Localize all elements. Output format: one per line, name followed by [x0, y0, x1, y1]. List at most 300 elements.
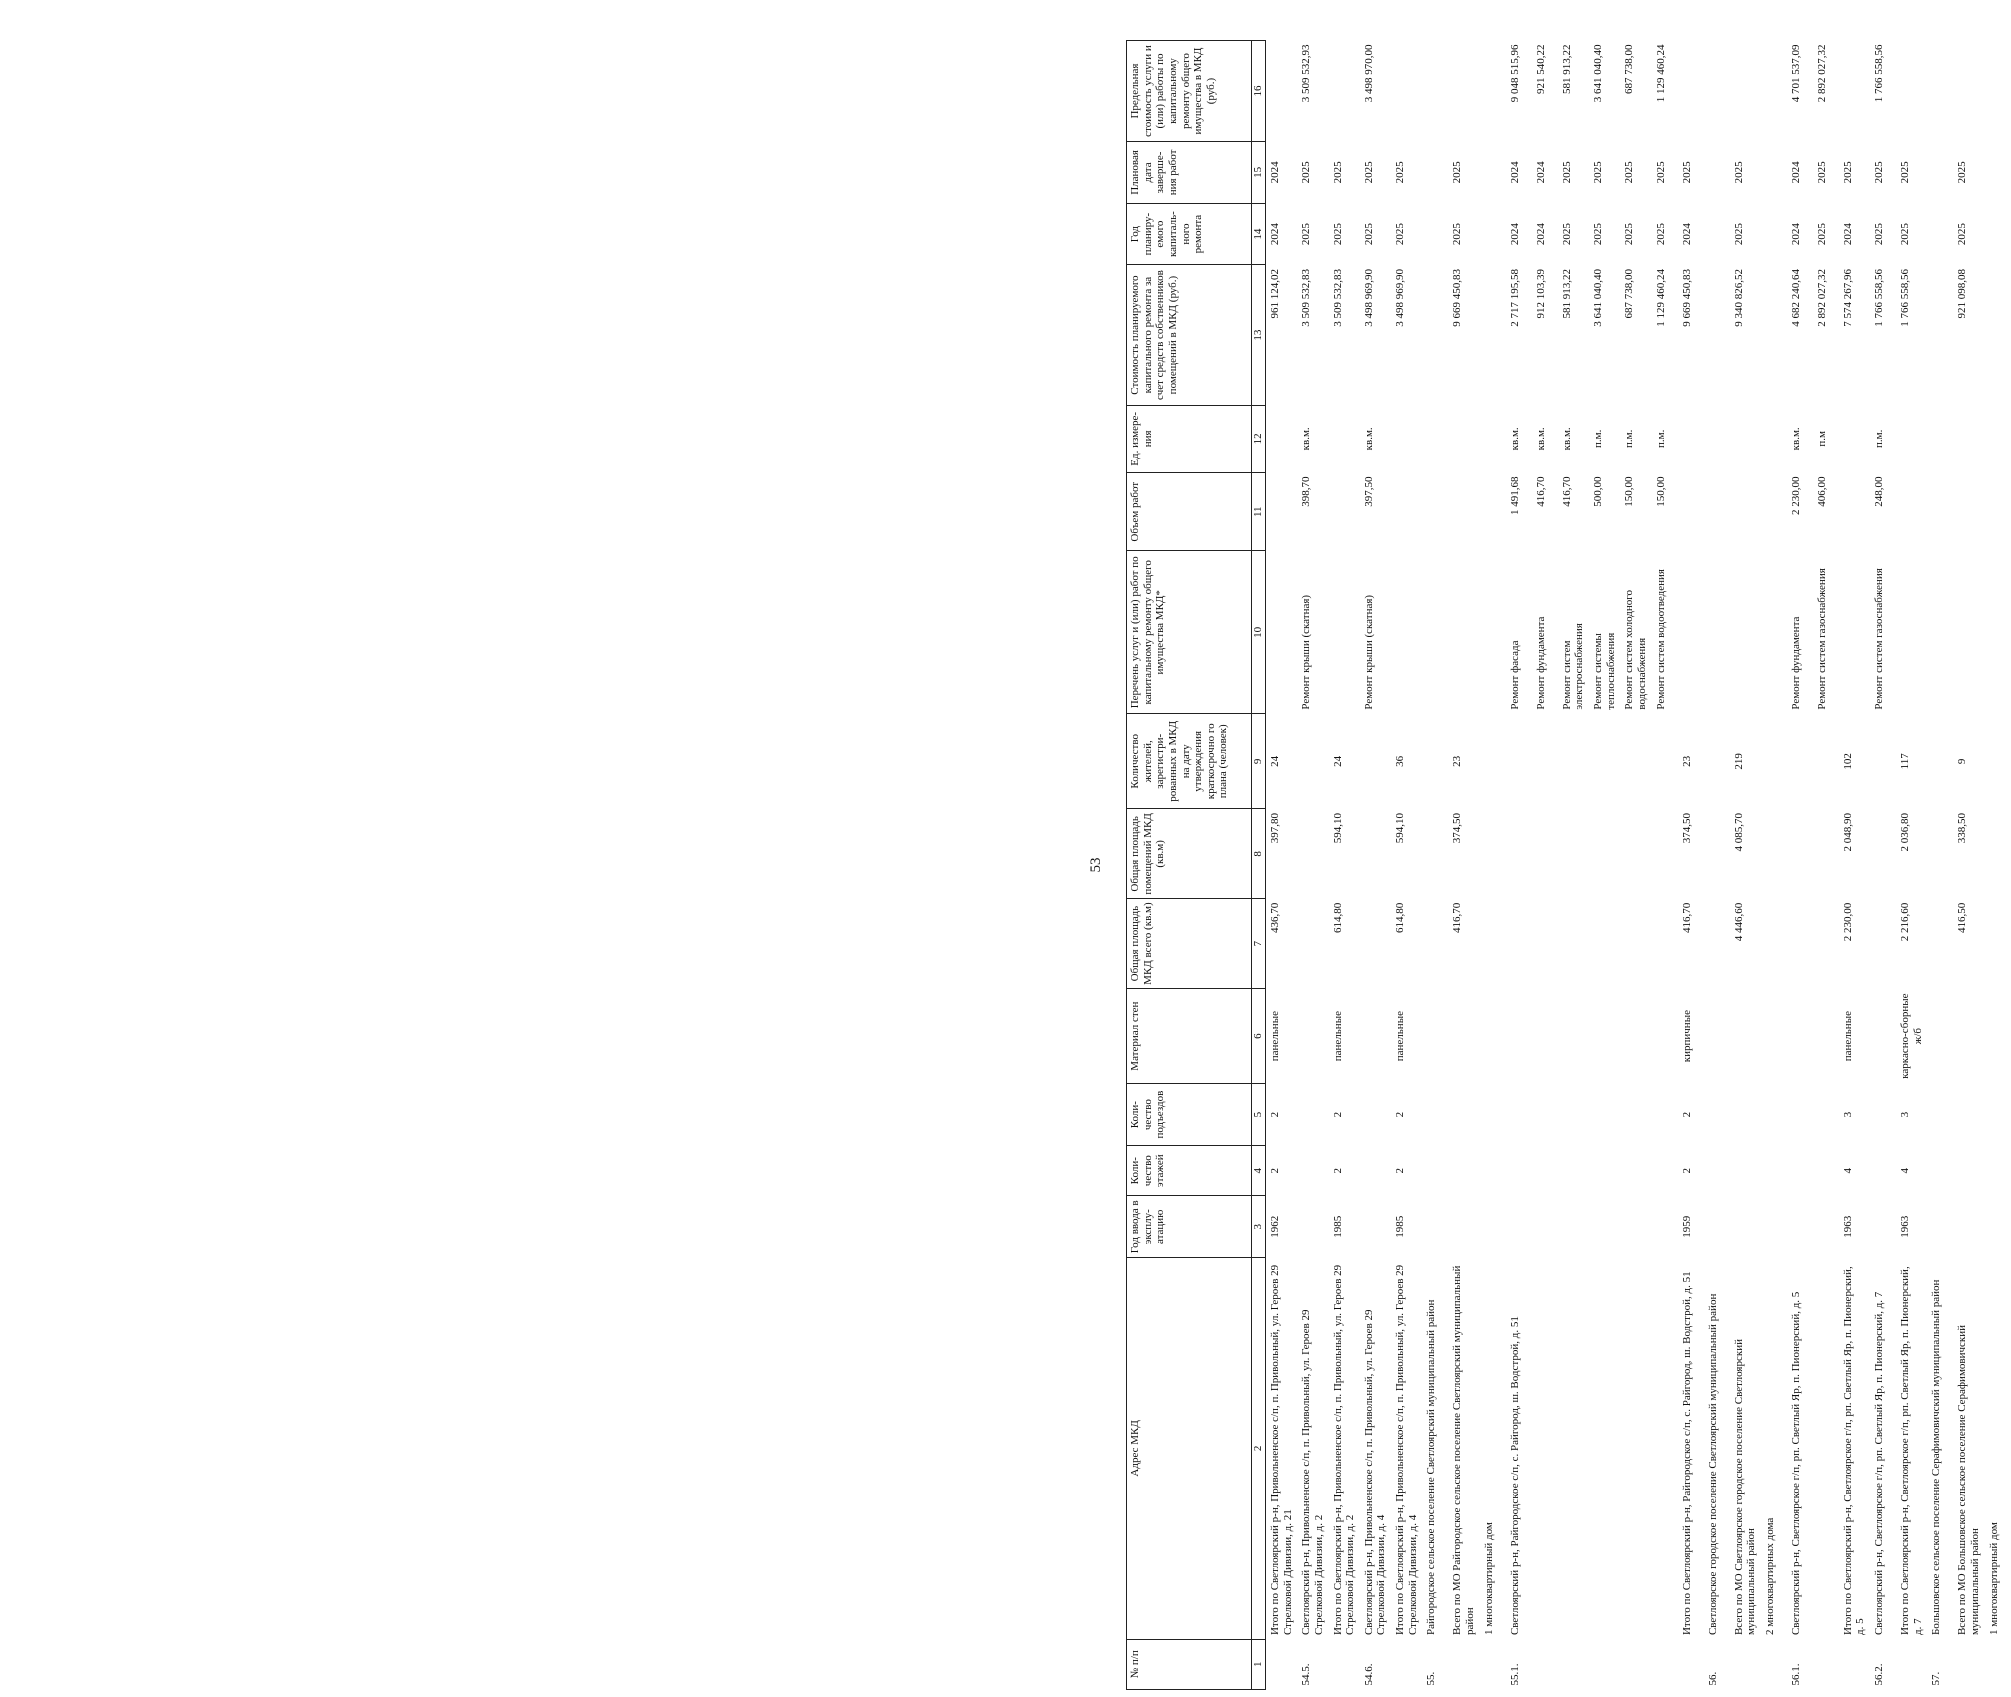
table-cell: 55. [1425, 1671, 1438, 1686]
table-cell [1787, 1084, 1813, 1146]
table-cell [1839, 472, 1870, 551]
table-cell: 1985 [1394, 1215, 1407, 1238]
table-cell [1953, 1145, 1984, 1195]
table-cell: 2025 [1654, 223, 1667, 246]
table-cell [1422, 714, 1448, 809]
table-cell: 117 [1899, 753, 1912, 770]
table-cell: 2025 [1956, 161, 1969, 184]
table-cell [1360, 714, 1391, 809]
table-cell: 36 [1394, 755, 1407, 767]
table-cell: 2024 [1269, 223, 1281, 246]
table-cell [1620, 1639, 1651, 1689]
table-cell: Ремонт крыши (скатная) [1300, 594, 1313, 710]
table-cell: 2025 [1394, 223, 1407, 246]
table-cell: 594,10 [1331, 812, 1344, 844]
table-cell: кв.м. [1534, 427, 1547, 451]
table-cell [1761, 1145, 1787, 1195]
table-cell: Ремонт систем водоотведения [1654, 569, 1667, 710]
table-cell [1266, 472, 1298, 551]
column-number: 10 [1252, 551, 1266, 714]
table-cell: панельные [1841, 1011, 1854, 1062]
column-number: 14 [1252, 203, 1266, 265]
table-cell: Итого по Светлоярский р-н, Светлоярское г/п, рп. Светлый Яр, п. Пионерский, д. 7 [1899, 1266, 1924, 1636]
table-cell [1532, 899, 1558, 989]
column-header: Год ввода в эксплу-атацию [1127, 1196, 1252, 1258]
table-row [1448, 41, 1479, 1690]
table-body [1266, 41, 2011, 1690]
table-cell [1953, 1639, 1984, 1689]
table-cell [1532, 1639, 1558, 1689]
table-cell [1391, 41, 1422, 142]
table-cell: 2 [1394, 1167, 1407, 1174]
table-cell [1870, 1145, 1896, 1195]
table-cell: 2 многоквартирных дома [1763, 1517, 1776, 1636]
table-cell [1761, 142, 1787, 204]
table-cell: 374,50 [1451, 812, 1464, 844]
table-cell: п.м. [1654, 429, 1667, 448]
table-cell [1870, 714, 1896, 809]
table-cell: 2025 [1815, 223, 1828, 246]
table-cell [1589, 1084, 1620, 1146]
table-cell: 581 913,22 [1560, 44, 1573, 94]
table-cell: 2 [1269, 1111, 1281, 1118]
table-cell: 614,80 [1394, 902, 1407, 933]
table-cell: Светлоярский р-н, Светлоярское г/п, рп. Светлый Яр, п. Пионерский, д. 5 [1789, 1291, 1802, 1636]
table-cell [1652, 988, 1678, 1083]
column-number: 4 [1252, 1145, 1266, 1195]
table-cell [1813, 1258, 1839, 1639]
table-cell [1927, 809, 1953, 899]
table-cell: 338,50 [1956, 812, 1969, 844]
table-cell [1985, 1639, 2011, 1689]
table-cell [1360, 899, 1391, 989]
table-cell: 150,00 [1623, 476, 1636, 507]
table-cell: 9 340 826,52 [1732, 268, 1745, 327]
table-cell: 55.1. [1508, 1663, 1521, 1686]
table-cell [1448, 41, 1479, 142]
table-cell: 2024 [1269, 161, 1281, 184]
table-cell [1704, 551, 1730, 714]
table-cell [1730, 405, 1761, 472]
table-cell [1480, 142, 1506, 204]
table-cell [1506, 714, 1532, 809]
table-cell [1953, 988, 1984, 1083]
table-cell: каркасно-сборные ж/б [1899, 993, 1924, 1079]
table-cell [1480, 405, 1506, 472]
table-cell: 3 641 040,40 [1591, 268, 1604, 327]
table-cell [1589, 1145, 1620, 1195]
table-cell: 4 701 537,09 [1789, 44, 1802, 103]
table-cell [1480, 714, 1506, 809]
column-number: 1 [1252, 1639, 1266, 1689]
table-cell [1787, 988, 1813, 1083]
table-cell: 2025 [1331, 223, 1344, 246]
table-cell: 436,70 [1269, 902, 1281, 933]
table-cell: 2024 [1680, 223, 1693, 246]
table-cell [1927, 1145, 1953, 1195]
column-number: 11 [1252, 472, 1266, 551]
table-cell: 2025 [1394, 161, 1407, 184]
table-cell [1787, 809, 1813, 899]
table-cell [1480, 203, 1506, 265]
table-cell: 2025 [1732, 161, 1745, 184]
table-cell: 912 103,39 [1534, 268, 1547, 319]
column-number: 9 [1252, 714, 1266, 809]
table-cell: 9 669 450,83 [1680, 268, 1693, 327]
table-cell [1652, 1145, 1678, 1195]
table-cell [1652, 809, 1678, 899]
table-cell [1985, 405, 2011, 472]
table-cell: Светлоярский р-н, Светлоярское г/п, рп. Светлый Яр, п. Пионерский, д. 7 [1873, 1291, 1886, 1636]
table-cell [1813, 1145, 1839, 1195]
table-cell: 2025 [1841, 161, 1854, 184]
table-cell: 1962 [1269, 1215, 1281, 1238]
table-cell [1558, 809, 1589, 899]
table-cell: 2 [1269, 1167, 1281, 1174]
table-cell [1927, 714, 1953, 809]
table-cell: 416,70 [1680, 902, 1693, 933]
table-cell [1448, 405, 1479, 472]
table-cell [1506, 988, 1532, 1083]
table-cell: 2 [1394, 1111, 1407, 1118]
column-header: Стоимость планируемого капитального ремонта за счет средств собственников помещений в МКД (руб.) [1127, 265, 1252, 405]
table-cell [1761, 899, 1787, 989]
table-cell [1266, 41, 1298, 142]
table-cell: 1 многоквартирный дом [1987, 1522, 2000, 1636]
table-cell [1620, 809, 1651, 899]
table-cell: 1 766 558,56 [1873, 268, 1886, 327]
table-cell [1896, 551, 1927, 714]
table-row [1506, 41, 1532, 1690]
table-cell [1704, 265, 1730, 405]
table-cell: 9 669 450,83 [1451, 268, 1464, 327]
table-cell [1813, 809, 1839, 899]
table-cell [1480, 988, 1506, 1083]
table-cell: 1963 [1841, 1215, 1854, 1238]
table-cell: п.м. [1873, 429, 1886, 448]
table-cell: Итого по Светлоярский р-н, Райгородское с/п, с. Райгород, ш. Водстрой, д. 51 [1680, 1271, 1693, 1636]
table-cell [1761, 41, 1787, 142]
table-cell [1532, 988, 1558, 1083]
table-cell [1704, 142, 1730, 204]
table-cell [1839, 1639, 1870, 1689]
table-row [1870, 41, 1896, 1690]
table-cell [1480, 551, 1506, 714]
table-cell [1422, 899, 1448, 989]
table-cell [1329, 551, 1360, 714]
table-cell [1589, 899, 1620, 989]
table-row [1620, 41, 1651, 1690]
table-cell [1927, 551, 1953, 714]
table-cell: 2025 [1732, 223, 1745, 246]
table-cell [1704, 203, 1730, 265]
table-cell [1927, 899, 1953, 989]
table-cell [1422, 551, 1448, 714]
table-cell: Ремонт фундамента [1789, 616, 1802, 710]
table-cell: 2025 [1362, 161, 1375, 184]
table-cell: Ремонт фасада [1508, 640, 1521, 710]
table-cell [1506, 899, 1532, 989]
table-cell: 1 766 558,56 [1899, 268, 1912, 327]
table-cell: Ремонт системы теплоснабжения [1591, 632, 1617, 710]
table-cell: 2024 [1534, 223, 1547, 246]
table-cell [1391, 1639, 1422, 1689]
table-cell [1558, 714, 1589, 809]
table-cell [1360, 1084, 1391, 1146]
table-row [1652, 41, 1678, 1690]
table-cell [1985, 988, 2011, 1083]
table-cell [1422, 988, 1448, 1083]
table-cell: 2025 [1654, 161, 1667, 184]
table-cell [1678, 41, 1704, 142]
table-cell [1730, 1084, 1761, 1146]
table-cell: 581 913,22 [1560, 268, 1573, 319]
column-header: Перечень услуг и (или) работ по капитальному ремонту общего имущества МКД* [1127, 551, 1252, 714]
table-cell: Светлоярский р-н, Райгородское с/п, с. Райгород, ш. Водстрой, д. 51 [1508, 1316, 1521, 1636]
table-cell: 2025 [1873, 161, 1886, 184]
table-cell: 2024 [1508, 161, 1521, 184]
table-cell [1589, 1196, 1620, 1258]
table-cell [1329, 405, 1360, 472]
table-cell [1927, 203, 1953, 265]
table-cell: 9 048 515,96 [1508, 44, 1521, 103]
table-cell: 57. [1930, 1671, 1943, 1686]
table-cell: 2025 [1331, 161, 1344, 184]
table-cell: 4 682 240,64 [1789, 268, 1802, 327]
column-header: Общая площадь помещений МКД (кв.м) [1127, 809, 1252, 899]
table-cell: 2024 [1508, 223, 1521, 246]
table-cell: Ремонт систем газоснабжения [1873, 568, 1886, 710]
table-cell: Светлоярский р-н, Привольненское с/п, п. Привольный, ул. Героев 29 Стрелковой Дивизии, д. 4 [1362, 1309, 1388, 1636]
table-cell [1480, 1639, 1506, 1689]
table-cell: 961 124,02 [1269, 268, 1281, 319]
table-cell: Ремонт систем электроснабжения [1560, 623, 1586, 710]
table-cell: 2 [1680, 1111, 1693, 1118]
table-cell [1985, 1145, 2011, 1195]
column-number: 12 [1252, 405, 1266, 472]
table-cell [1266, 551, 1298, 714]
table-cell [1422, 142, 1448, 204]
table-cell [1896, 41, 1927, 142]
table-cell: 2025 [1451, 161, 1464, 184]
table-cell [1678, 1639, 1704, 1689]
table-cell: панельные [1269, 1011, 1281, 1062]
table-cell [1813, 1196, 1839, 1258]
column-number: 2 [1252, 1258, 1266, 1639]
table-cell [1704, 405, 1730, 472]
table-cell: 2025 [1623, 161, 1636, 184]
table-cell: Всего по МО Светлоярское городское поселение Светлоярский муниципальный район [1732, 1339, 1758, 1636]
column-header: Адрес МКД [1127, 1258, 1252, 1639]
table-cell [1360, 988, 1391, 1083]
table-row [1813, 41, 1839, 1690]
table-cell [1704, 988, 1730, 1083]
table-cell: кв.м. [1300, 427, 1313, 451]
table-cell [1558, 1084, 1589, 1146]
table-cell: 2025 [1451, 223, 1464, 246]
table-cell: 921 098,08 [1956, 268, 1969, 319]
table-cell: панельные [1331, 1011, 1344, 1062]
table-cell [1927, 265, 1953, 405]
table-cell: Итого по Светлоярский р-н, Привольненское с/п, п. Привольный, ул. Героев 29 Стрелковой Дивизии, д. 21 [1269, 1264, 1294, 1636]
table-cell: кв.м. [1508, 427, 1521, 451]
table-row [1266, 41, 1298, 1690]
table-cell: 4 [1841, 1167, 1854, 1174]
table-cell: 2 892 027,32 [1815, 268, 1828, 327]
table-cell [1422, 203, 1448, 265]
table-cell: 54.5. [1300, 1663, 1313, 1686]
table-cell: 3 641 040,40 [1591, 44, 1604, 103]
column-number: 15 [1252, 142, 1266, 204]
table-cell [1927, 472, 1953, 551]
table-cell: 2024 [1789, 161, 1802, 184]
table-cell: 2025 [1873, 223, 1886, 246]
table-cell [1761, 265, 1787, 405]
column-header: Количество жителей, зарегистри-рованных в МКД на дату утверждения краткосрочно го плана (человек) [1127, 714, 1252, 809]
table-row [1985, 41, 2011, 1690]
table-cell: 7 574 267,96 [1841, 268, 1854, 327]
column-header: Объем работ [1127, 472, 1252, 551]
table-cell [1480, 265, 1506, 405]
table-cell [1787, 1145, 1813, 1195]
table-cell: 219 [1732, 753, 1745, 770]
table-cell [1506, 1084, 1532, 1146]
table-cell [1761, 472, 1787, 551]
table-cell [1360, 1145, 1391, 1195]
table-cell [1985, 551, 2011, 714]
table-cell: 2 230,00 [1789, 476, 1802, 515]
table-row [1704, 41, 1730, 1690]
table-cell: п.м. [1623, 429, 1636, 448]
table-cell: 416,70 [1451, 902, 1464, 933]
table-cell: 500,00 [1591, 476, 1604, 507]
table-cell [1448, 988, 1479, 1083]
table-row [1839, 41, 1870, 1690]
table-cell [1985, 41, 2011, 142]
table-cell: кв.м. [1362, 427, 1375, 451]
table-cell [1704, 714, 1730, 809]
table-cell: 1 129 460,24 [1654, 268, 1667, 327]
table-cell [1652, 1084, 1678, 1146]
table-cell: 416,70 [1560, 476, 1573, 507]
table-cell [1558, 1196, 1589, 1258]
table-cell [1927, 1084, 1953, 1146]
table-cell: Большовское сельское поселение Серафимовичский муниципальный район [1930, 1279, 1943, 1636]
table-cell [1532, 1084, 1558, 1146]
table-cell [1813, 899, 1839, 989]
table-cell [1953, 1196, 1984, 1258]
table-cell: 2 717 195,58 [1508, 268, 1521, 327]
table-row [1532, 41, 1558, 1690]
table-cell [1704, 1084, 1730, 1146]
table-cell: 594,10 [1394, 812, 1407, 844]
table-cell: 56.1. [1789, 1663, 1802, 1686]
table-cell [1620, 714, 1651, 809]
table-row [1422, 41, 1448, 1690]
table-cell [1297, 899, 1328, 989]
table-cell [1532, 1258, 1558, 1639]
table-cell: 2 048,90 [1841, 812, 1854, 852]
table-cell: Итого по Светлоярский р-н, Привольненское с/п, п. Привольный, ул. Героев 29 Стрелковой Дивизии, д. 2 [1331, 1264, 1357, 1636]
table-cell: 23 [1680, 755, 1693, 767]
table-cell [1589, 1258, 1620, 1639]
table-cell [1730, 551, 1761, 714]
table-cell: 3 [1841, 1111, 1854, 1118]
table-cell [1730, 1145, 1761, 1195]
table-cell: 397,80 [1269, 812, 1281, 844]
table-cell: Ремонт крыши (скатная) [1362, 594, 1375, 710]
table-cell: 3 509 532,83 [1331, 268, 1344, 327]
table-cell [1985, 265, 2011, 405]
column-header: Ед. измере-ния [1127, 405, 1252, 472]
table-row [1480, 41, 1506, 1690]
table-cell: Всего по МО Райгородское сельское поселение Светлоярский муниципальный район [1451, 1265, 1477, 1636]
table-cell [1896, 405, 1927, 472]
table-cell: 2025 [1300, 223, 1313, 246]
table-cell [1761, 1196, 1787, 1258]
table-cell [1839, 551, 1870, 714]
table-cell: 2 230,00 [1841, 902, 1854, 942]
table-cell [1870, 809, 1896, 899]
column-number: 16 [1252, 41, 1266, 142]
table-cell: 1 491,68 [1508, 476, 1521, 515]
table-cell [1761, 1084, 1787, 1146]
table-cell [1652, 1196, 1678, 1258]
table-cell [1391, 551, 1422, 714]
table-cell: Ремонт систем холодного водоснабжения [1623, 589, 1648, 710]
table-cell [1266, 1639, 1298, 1689]
table-cell [1678, 472, 1704, 551]
table-cell: 3 509 532,93 [1300, 44, 1313, 103]
table-cell [1506, 809, 1532, 899]
table-cell [1329, 1639, 1360, 1689]
table-cell [1422, 265, 1448, 405]
table-cell [1985, 1196, 2011, 1258]
table-cell: Светлоярский р-н, Привольненское с/п, п. Привольный, ул. Героев 29 Стрелковой Дивизии, д. 2 [1300, 1309, 1325, 1636]
table-cell: 2025 [1680, 161, 1693, 184]
table-cell [1589, 1639, 1620, 1689]
table-cell [1558, 899, 1589, 989]
table-cell [1422, 472, 1448, 551]
column-header: Коли-чество подъездов [1127, 1084, 1252, 1146]
table-row [1953, 41, 1984, 1690]
table-cell [1620, 1258, 1651, 1639]
table-cell [1985, 142, 2011, 204]
table-cell [1422, 41, 1448, 142]
table-cell [1480, 41, 1506, 142]
table-cell [1422, 809, 1448, 899]
table-cell [1532, 714, 1558, 809]
table-cell: 23 [1451, 755, 1464, 767]
table-cell: 374,50 [1680, 812, 1693, 844]
table-cell: Светлоярское городское поселение Светлоярский муниципальный район [1706, 1293, 1719, 1636]
table-cell: Итого по Светлоярский р-н, Привольненское с/п, п. Привольный, ул. Героев 29 Стрелковой Дивизии, д. 4 [1394, 1264, 1419, 1636]
table-cell: 2 [1331, 1167, 1344, 1174]
table-cell [1652, 1258, 1678, 1639]
table-row [1558, 41, 1589, 1690]
table-cell [1813, 1639, 1839, 1689]
table-cell [1813, 714, 1839, 809]
table-cell: 3 [1899, 1111, 1912, 1118]
table-cell: 2025 [1623, 223, 1636, 246]
table-cell [1329, 41, 1360, 142]
table-cell: 2024 [1841, 223, 1854, 246]
table-cell [1953, 1084, 1984, 1146]
table-cell: 406,00 [1815, 476, 1828, 507]
table-cell [1422, 405, 1448, 472]
column-header: Год планиру-емого капиталь-ного ремонта [1127, 203, 1252, 265]
table-cell: 150,00 [1654, 476, 1667, 507]
